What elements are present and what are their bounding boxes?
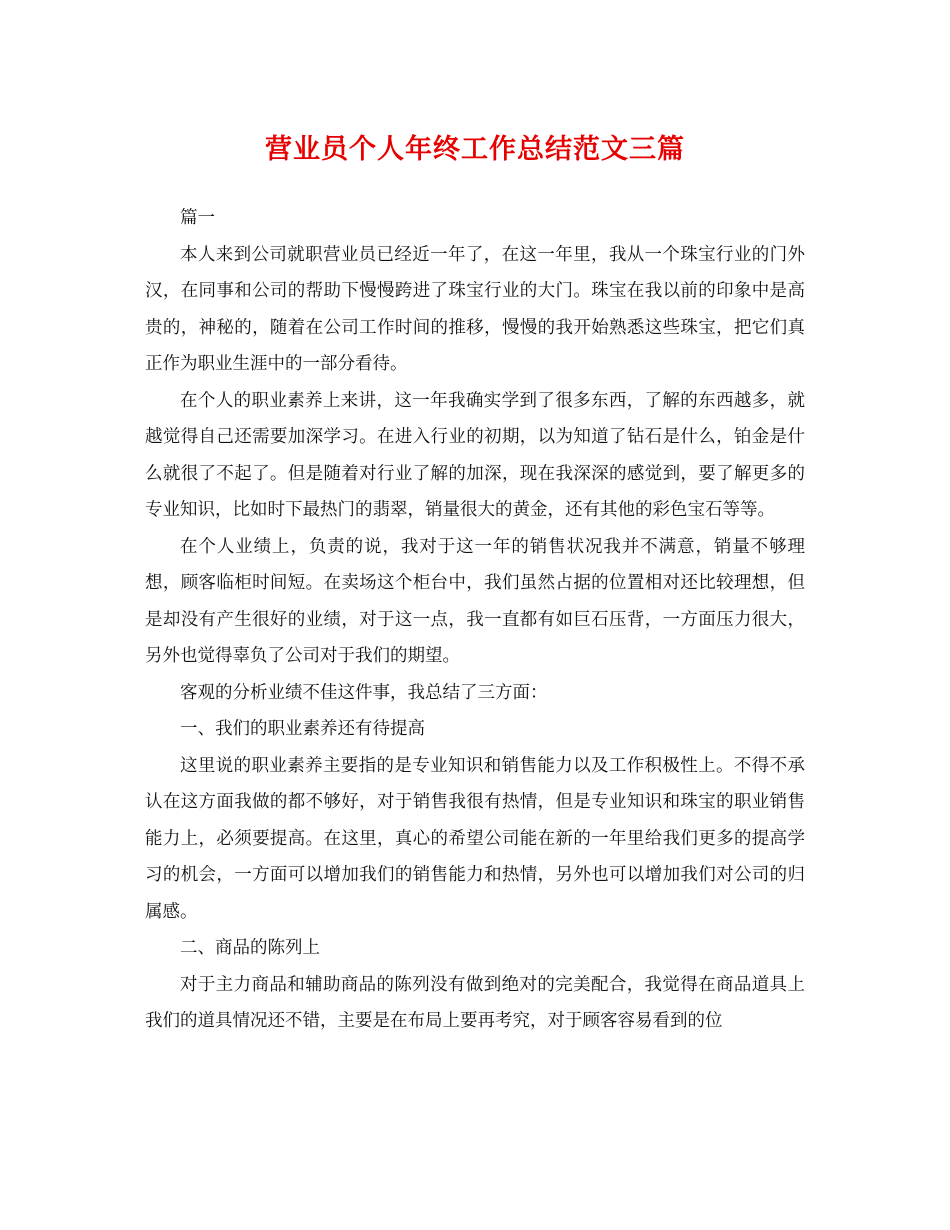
paragraph: 客观的分析业绩不佳这件事，我总结了三方面：	[180, 682, 548, 703]
paragraph: 对于主力商品和辅助商品的陈列没有做到绝对的完美配合，我觉得在商品道具上我们的道具情况还不错，主要是在布局上要再考究，对于顾客容易看到的位	[145, 974, 805, 1031]
section-heading: 一、我们的职业素养还有待提高	[180, 719, 425, 739]
paragraph: 在个人业绩上，负责的说，我对于这一年的销售状况我并不满意，销量不够理想，顾客临柜时间短。在卖场这个柜台中，我们虽然占据的位置相对还比较理想，但是却没有产生很好的业绩，对于这一点，我一直都有如巨石压背，一方面压力很大，另外也觉得辜负了公司对于我们的期望。	[145, 536, 805, 666]
paragraph-heading-part-one: 篇一	[180, 208, 215, 228]
section-heading: 二、商品的陈列上	[180, 938, 320, 958]
paragraph: 本人来到公司就职营业员已经近一年了，在这一年里，我从一个珠宝行业的门外汉，在同事和公司的帮助下慢慢跨进了珠宝行业的大门。珠宝在我以前的印象中是高贵的，神秘的，随着在公司工作时间的推移，慢慢的我开始熟悉这些珠宝，把它们真正作为职业生涯中的一部分看待。	[145, 244, 805, 374]
document-title: 营业员个人年终工作总结范文三篇	[265, 134, 685, 165]
paragraph: 在个人的职业素养上来讲，这一年我确实学到了很多东西，了解的东西越多，就越觉得自己还需要加深学习。在进入行业的初期，以为知道了钻石是什么，铂金是什么就很了不起了。但是随着对行业了解的加深，现在我深深的感觉到，要了解更多的专业知识，比如时下最热门的翡翠，销量很大的黄金，还有其他的彩色宝石等等。	[145, 390, 805, 520]
document-body	[145, 200, 805, 1040]
paragraph: 这里说的职业素养主要指的是专业知识和销售能力以及工作积极性上。不得不承认在这方面我做的都不够好，对于销售我很有热情，但是专业知识和珠宝的职业销售能力上，必须要提高。在这里，真心的希望公司能在新的一年里给我们更多的提高学习的机会，一方面可以增加我们的销售能力和热情，另外也可以增加我们对公司的归属感。	[145, 755, 805, 922]
